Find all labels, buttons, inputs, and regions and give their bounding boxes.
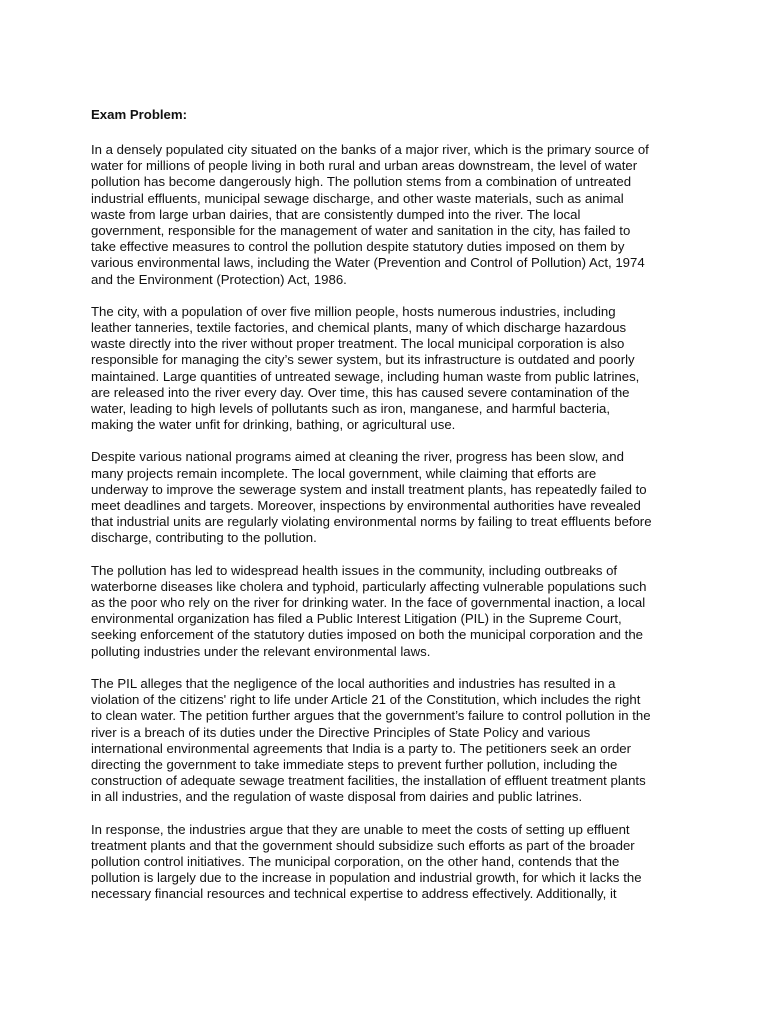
paragraph-line: pollution has become dangerously high. The pollution stems from a combination of untreated	[91, 174, 632, 190]
paragraph-line: seeking enforcement of the statutory duties imposed on both the municipal corporation and the	[91, 627, 644, 643]
paragraph-line: In a densely populated city situated on the banks of a major river, which is the primary source of	[91, 142, 649, 157]
document-body	[91, 106, 691, 919]
paragraph-line: various environmental laws, including the Water (Prevention and Control of Pollution) Act, 1974	[91, 255, 645, 271]
paragraph-line: river is a breach of its duties under the Directive Principles of State Policy and various	[91, 724, 591, 740]
paragraph-line: responsible for managing the city’s sewer system, but its infrastructure is outdated and poorly	[91, 352, 635, 368]
paragraph-line: government, responsible for the management of water and sanitation in the city, has failed to	[91, 223, 631, 239]
paragraph-line: that industrial units are regularly violating environmental norms by failing to treat effluents before	[91, 514, 652, 530]
paragraph-line: to clean water. The petition further argues that the government’s failure to control pollution in the	[91, 708, 651, 724]
paragraph-line: leather tanneries, textile factories, and chemical plants, many of which discharge hazardous	[91, 320, 627, 336]
paragraph-line: construction of adequate sewage treatment facilities, the installation of effluent treatment plants	[91, 773, 646, 789]
paragraph-line: are released into the river every day. Over time, this has caused severe contamination of the	[91, 384, 630, 400]
paragraph-line: making the water unfit for drinking, bathing, or agricultural use.	[91, 417, 456, 433]
paragraph-line: maintained. Large quantities of untreated sewage, including human waste from public latrines,	[91, 368, 640, 384]
paragraph-6	[91, 822, 691, 903]
paragraph-line: take effective measures to control the pollution despite statutory duties imposed on them by	[91, 239, 625, 255]
paragraph-line: necessary financial resources and technical expertise to address effectively. Additionally, it	[91, 886, 617, 902]
paragraph-line: in all industries, and the regulation of waste disposal from dairies and public latrines.	[91, 789, 583, 805]
paragraph-line: pollution is largely due to the increase in population and industrial growth, for which it lacks the	[91, 870, 642, 886]
paragraph-line: international environmental agreements that India is a party to. The petitioners seek an order	[91, 740, 632, 756]
paragraph-3	[91, 449, 691, 546]
paragraph-line: The PIL alleges that the negligence of the local authorities and industries has resulted in a	[91, 675, 616, 691]
paragraph-2	[91, 304, 691, 434]
paragraph-line: directing the government to take immediate steps to prevent further pollution, including the	[91, 756, 618, 772]
paragraph-line: water for millions of people living in both rural and urban areas downstream, the level of water	[91, 158, 638, 174]
paragraph-line: meet deadlines and targets. Moreover, inspections by environmental authorities have revealed	[91, 498, 641, 514]
paragraph-line: discharge, contributing to the pollution.	[91, 530, 317, 546]
paragraph-line: waste from large urban dairies, that are consistently dumped into the river. The local	[91, 206, 581, 222]
paragraph-line: pollution control initiatives. The municipal corporation, on the other hand, contends that the	[91, 853, 620, 869]
paragraph-line: violation of the citizens' right to life under Article 21 of the Constitution, which includes the right	[91, 692, 641, 708]
paragraph-line: environmental organization has filed a Public Interest Litigation (PIL) in the Supreme Court,	[91, 611, 622, 627]
paragraph-line: The pollution has led to widespread health issues in the community, including outbreaks of	[91, 562, 618, 578]
paragraph-line: as the poor who rely on the river for drinking water. In the face of governmental inaction, a local	[91, 595, 646, 611]
paragraph-1	[91, 142, 691, 288]
document-heading: Exam Problem:	[91, 107, 188, 122]
paragraph-line: and the Environment (Protection) Act, 1986.	[91, 271, 347, 287]
paragraph-4	[91, 563, 691, 660]
paragraph-5	[91, 676, 691, 806]
paragraph-line: Despite various national programs aimed at cleaning the river, progress has been slow, and	[91, 449, 624, 465]
paragraph-line: underway to improve the sewerage system and install treatment plants, has repeatedly failed to	[91, 481, 647, 497]
paragraph-line: industrial effluents, municipal sewage discharge, and other waste materials, such as animal	[91, 190, 624, 206]
paragraph-line: polluting industries under the relevant environmental laws.	[91, 643, 431, 659]
paragraph-line: In response, the industries argue that they are unable to meet the costs of setting up effluent	[91, 821, 630, 837]
paragraph-line: water, leading to high levels of pollutants such as iron, manganese, and harmful bacteria,	[91, 401, 611, 417]
paragraph-line: waterborne diseases like cholera and typhoid, particularly affecting vulnerable populations such	[91, 578, 647, 594]
paragraph-line: treatment plants and that the government should subsidize such efforts as part of the broader	[91, 837, 635, 853]
paragraph-line: waste directly into the river without proper treatment. The local municipal corporation is also	[91, 336, 625, 352]
paragraph-line: The city, with a population of over five million people, hosts numerous industries, including	[91, 303, 616, 319]
paragraph-line: many projects remain incomplete. The local government, while claiming that efforts are	[91, 465, 597, 481]
